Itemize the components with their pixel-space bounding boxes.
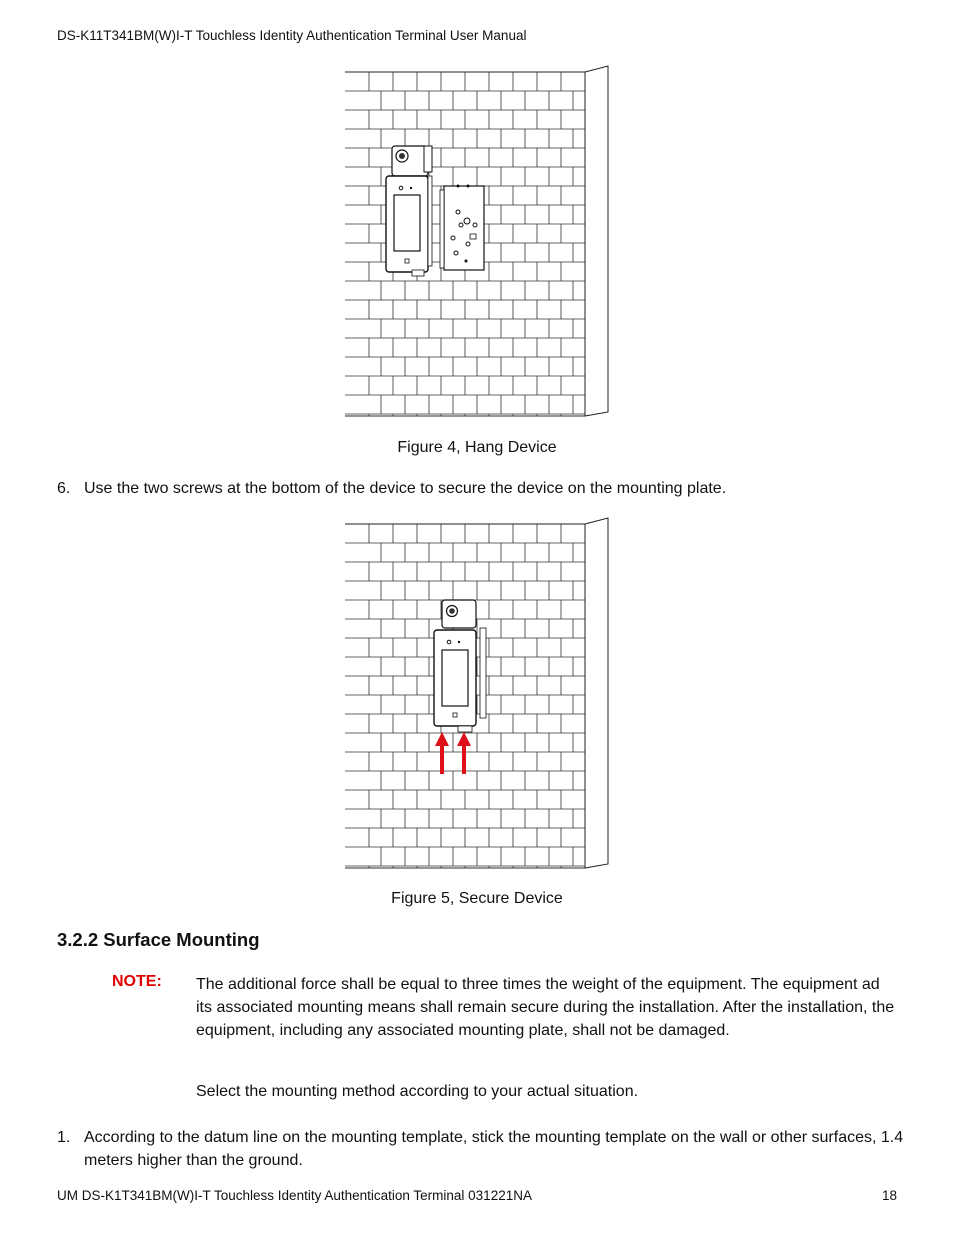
list-item bbox=[57, 1126, 917, 1174]
red-arrow-left bbox=[435, 732, 449, 774]
step-text: According to the datum line on the mounting template, stick the mounting template on the wall or other surfaces, 1.4 meters higher than the ground. bbox=[84, 1129, 904, 1169]
page-header: DS-K11T341BM(W)I-T Touchless Identity Authentication Terminal User Manual bbox=[57, 28, 527, 43]
figure-5-caption: Figure 5, Secure Device bbox=[391, 890, 563, 907]
wall-side-edge bbox=[585, 518, 608, 868]
terminal-device bbox=[386, 146, 432, 276]
section-heading: 3.2.2 Surface Mounting bbox=[57, 929, 260, 950]
terminal-device bbox=[434, 600, 486, 732]
red-arrow-right bbox=[457, 732, 471, 774]
figure-4-caption: Figure 4, Hang Device bbox=[397, 439, 557, 456]
note-text: The additional force shall be equal to three times the weight of the equipment. The equipment ad its associated mounting means shall remain secure during the installation. After the installation, the equipment, including any associated mounting plate, shall not be damaged. bbox=[196, 976, 895, 1039]
step-number: 1. bbox=[57, 1129, 71, 1146]
note-label: NOTE: bbox=[112, 973, 162, 990]
figure-hang-device-illustration bbox=[340, 64, 616, 420]
figure-secure-device bbox=[340, 516, 616, 872]
step-number: 6. bbox=[57, 480, 71, 497]
list-item bbox=[57, 477, 917, 501]
wall-side-edge bbox=[585, 66, 608, 416]
note-extra-text: Select the mounting method according to your actual situation. bbox=[196, 1083, 639, 1100]
mounting-plate bbox=[440, 185, 484, 271]
figure-secure-device-illustration bbox=[340, 516, 616, 872]
page-number: 18 bbox=[882, 1188, 898, 1203]
figure-hang-device bbox=[340, 64, 616, 420]
page-footer: UM DS-K1T341BM(W)I-T Touchless Identity Authentication Terminal 031221NA bbox=[57, 1188, 532, 1203]
step-text: Use the two screws at the bottom of the device to secure the device on the mounting plate. bbox=[84, 480, 727, 497]
